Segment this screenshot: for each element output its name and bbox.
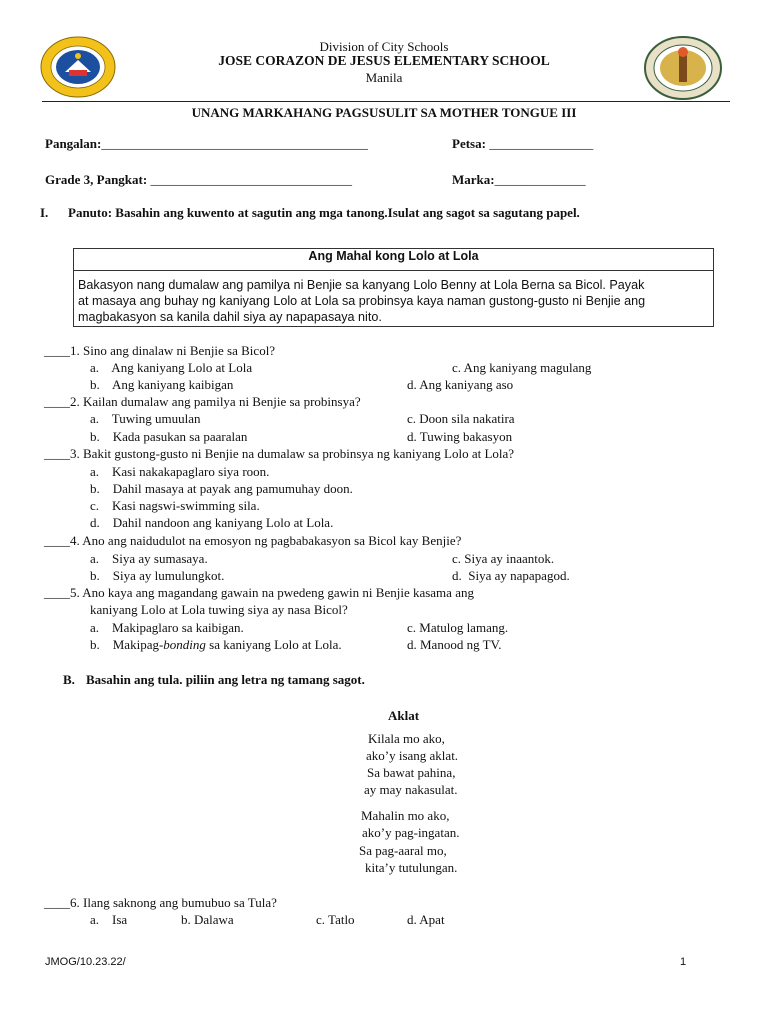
part2-instruction: Basahin ang tula. piliin ang letra ng tamang sagot. [86,672,365,687]
poem-s1-line3: Sa bawat pahina, [367,765,456,780]
question-5: ____5. Ano kaya ang magandang gawain na pwedeng gawin ni Benjie kasama ang [44,585,474,600]
division-seal-logo [643,36,723,100]
story-line-1: Bakasyon nang dumalaw ang pamilya ni Benjie sa kanyang Lolo Benny at Lola Berna sa Bicol. Payak [78,278,645,292]
story-title-divider [74,270,713,271]
story-line-3: magbakasyon sa kanila dahil siya ay napapasaya nito. [78,310,382,324]
q2-choice-d: d. Tuwing bakasyon [407,429,513,444]
question-6: ____6. Ilang saknong ang bumubuo sa Tula? [44,895,277,910]
name-field[interactable] [45,136,368,152]
division-name: Division of City Schools [319,39,449,54]
q3-choice-a: a. Kasi nakakapaglaro siya roon. [90,464,270,479]
story-line-2: at masaya ang buhay ng kaniyang Lolo at Lola sa probinsya kaya naman gustong-gusto ni Benjie ang [78,294,646,308]
page-number: 1 [680,956,687,968]
header-divider [42,101,730,102]
q5-choice-b-prefix: b. Makipag- [90,637,164,652]
q3-choice-b: b. Dahil masaya at payak ang pamumuhay doon. [90,481,353,496]
footer-code: JMOG/10.23.22/ [45,956,126,968]
q5-choice-a: a. Makipaglaro sa kaibigan. [90,620,244,635]
exam-title: UNANG MARKAHANG PAGSUSULIT SA MOTHER TONGUE III [191,105,577,120]
name-label: Pangalan: [45,136,102,151]
q6-choice-d: d. Apat [407,912,445,927]
poem-s2-line2: ako’y pag-ingatan. [362,825,460,840]
q1-choice-a: a. Ang kaniyang Lolo at Lola [90,360,253,375]
q6-choice-a: a. Isa [90,912,128,927]
poem-s1-line2: ako’y isang aklat. [366,748,459,763]
school-name: JOSE CORAZON DE JESUS ELEMENTARY SCHOOL [218,53,550,68]
q5-choice-d: d. Manood ng TV. [407,637,502,652]
q1-choice-d: d. Ang kaniyang aso [407,377,514,392]
score-field[interactable] [452,172,586,188]
q5-choice-c: c. Matulog lamang. [407,620,509,635]
question-4: ____4. Ano ang naidudulot na emosyon ng pagbabakasyon sa Bicol kay Benjie? [44,533,462,548]
school-seal-logo [39,36,117,98]
q2-choice-b: b. Kada pasukan sa paaralan [90,429,248,444]
q6-choice-c: c. Tatlo [316,912,355,927]
poem-s2-line1: Mahalin mo ako, [361,808,450,823]
date-label: Petsa: [452,136,486,151]
q1-choice-c: c. Ang kaniyang magulang [452,360,592,375]
q5-choice-b-suffix: sa kaniyang Lolo at Lola. [205,637,342,652]
q3-choice-c: c. Kasi nagswi-swimming sila. [90,498,260,513]
date-line: ________________ [489,136,594,151]
question-1: ____1. Sino ang dinalaw ni Benjie sa Bicol? [44,343,276,358]
date-field[interactable] [452,136,593,152]
part1-number: I. [40,205,49,220]
part1-instruction: Panuto: Basahin ang kuwento at sagutin ang mga tanong.Isulat ang sagot sa sagutang papel. [68,205,580,220]
q4-choice-a: a. Siya ay sumasaya. [90,551,208,566]
story-title: Ang Mahal kong Lolo at Lola [308,249,479,263]
q2-choice-c: c. Doon sila nakatira [407,411,515,426]
grade-label: Grade 3, Pangkat: [45,172,148,187]
poem-title: Aklat [388,708,420,723]
score-line: ______________ [494,172,586,187]
name-line: _________________________________________ [101,136,368,151]
poem-s2-line3: Sa pag-aaral mo, [359,843,447,858]
poem-s2-line4: kita’y tutulungan. [365,860,458,875]
grade-field[interactable] [45,172,352,188]
question-3: ____3. Bakit gustong-gusto ni Benjie na dumalaw sa probinsya ng kaniyang Lolo at Lola? [44,446,515,461]
grade-line: _______________________________ [150,172,352,187]
poem-s1-line1: Kilala mo ako, [368,731,445,746]
q4-choice-c: c. Siya ay inaantok. [452,551,555,566]
q3-choice-d: d. Dahil nandoon ang kaniyang Lolo at Lola. [90,515,334,530]
q6-choice-b: b. Dalawa [181,912,234,927]
question-5-continued: kaniyang Lolo at Lola tuwing siya ay nasa Bicol? [90,602,348,617]
poem-s1-line4: ay may nakasulat. [364,782,458,797]
score-label: Marka: [452,172,495,187]
q2-choice-a: a. Tuwing umuulan [90,411,201,426]
q1-choice-b: b. Ang kaniyang kaibigan [90,377,234,392]
q5-choice-b [90,637,342,653]
city-name: Manila [365,70,403,85]
part2-label: B. [63,672,75,687]
q4-choice-b: b. Siya ay lumulungkot. [90,568,225,583]
q4-choice-d: d. Siya ay napapagod. [452,568,570,583]
q5-choice-b-italic: bonding [163,637,206,652]
question-2: ____2. Kailan dumalaw ang pamilya ni Benjie sa probinsya? [44,394,361,409]
